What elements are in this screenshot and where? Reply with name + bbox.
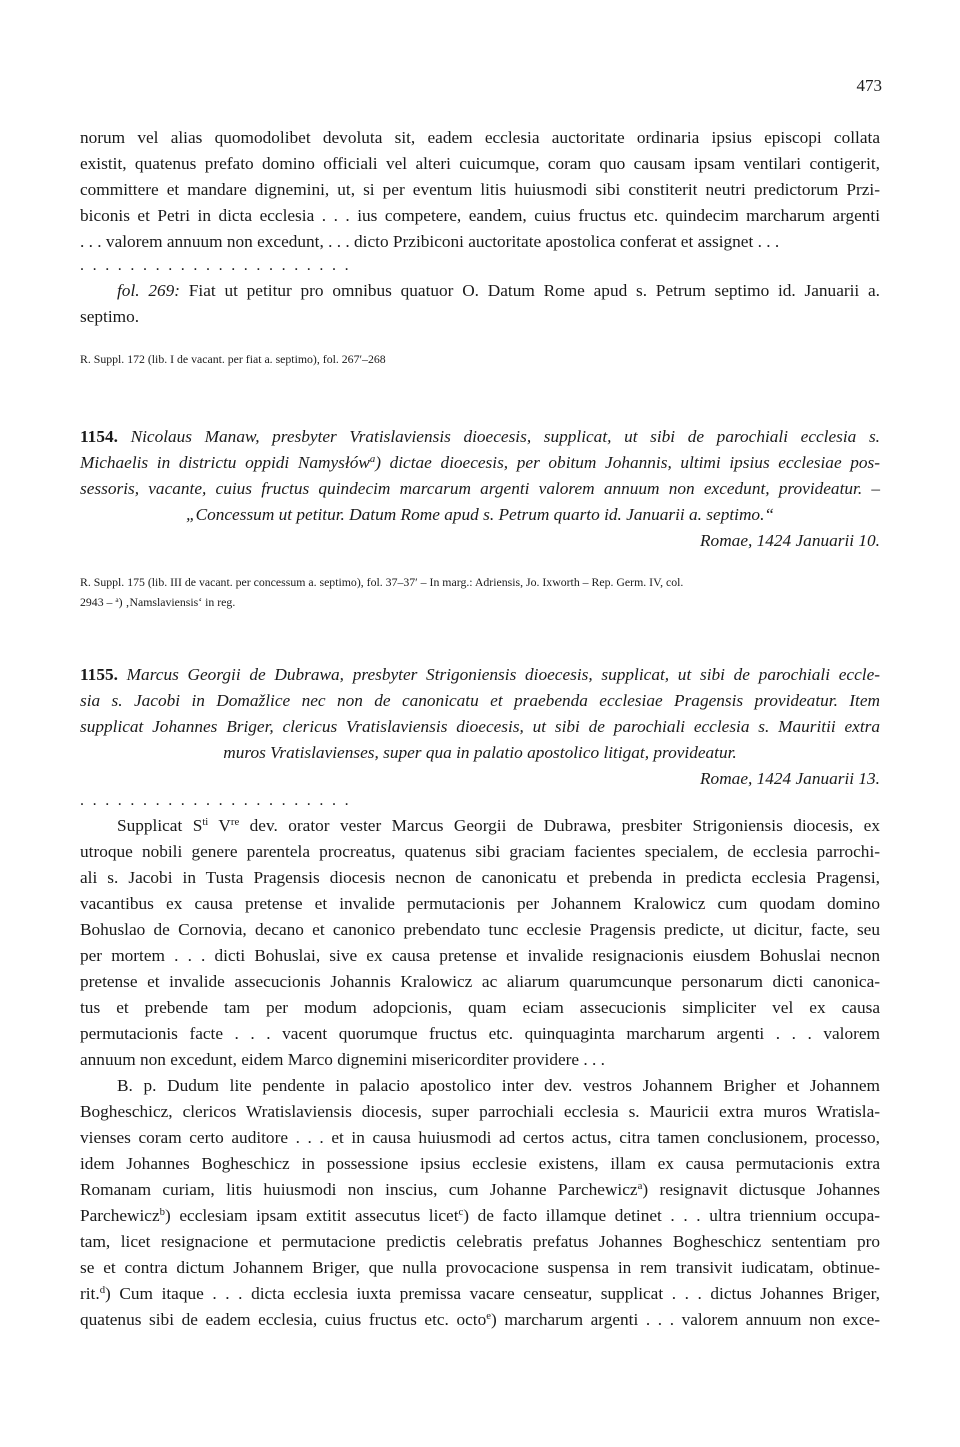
bp-line: Bogheschicz, clericos Wratislaviensis diocesis, super parrochiali ecclesia s. Mauricii extra muros Wratisla- [80,1102,880,1121]
entry-1155-regest: muros Vratislavienses, super qua in palatio apostolico litigat, provideatur. [223,743,737,762]
entry-1154-concessum: „Concessum ut petitur. Datum Rome apud s. Petrum quarto id. Januarii a. septimo.“ [185,505,775,524]
superscript: ti [202,816,209,829]
continuation-line: existit, quatenus prefato domino officiali vel alteri cuicumque, coram quo causam ipsam ventilari contigerit, [80,154,880,173]
regest-text: ) dictae dioecesis, per obitum Johannis, ultimi ipsius ecclesiae pos- [375,453,880,472]
note-text: 2943 – [80,595,116,609]
entry-1154-regest [80,450,880,478]
entry-1155-date: Romae, 1424 Januarii 13. [700,769,880,788]
regest-text: Marcus Georgii de Dubrawa, presbyter Strigoniensis dioecesis, supplicat, ut sibi de parochiali eccle- [117,665,880,684]
bp-line: tam, licet resignacione et permutacione predictis celebratis prefatus Johannes Bogheschicz sententiam pro [80,1232,880,1251]
supplicat-line: utroque nobili genere parentela procreatus, quatenus sibi graciam facientes specialem, de ecclesia parrochi- [80,842,880,861]
bp-line: vienses coram certo auditore . . . et in causa huiusmodi ad certos actus, citra tamen conclusionem, processo, [80,1128,880,1147]
supplicat-line: pretense et invalide assecucionis Johannis Kralowicz ac aliarum quarumcunque personarum dicti canonica- [80,972,880,991]
footnote-mark: b [159,1206,165,1219]
fiat-text: Fiat ut petitur pro omnibus quatuor O. Datum Rome apud s. Petrum septimo id. Januarii a. [180,281,880,300]
body-text: V [208,816,231,835]
continuation-line: biconis et Petri in dicta ecclesia . . . ius competere, eandem, cuius fructus etc. quindecim marcharum argenti [80,206,880,225]
continuation-line: committere et mandare dignemini, ut, si per eventum litis huiusmodi sibi constiterit neutri predictorum Przi- [80,180,880,199]
body-text: Romanam curiam, litis huiusmodi non inscius, cum Johanne Parchewicz [80,1180,638,1199]
supplicat-line: permutacionis facte . . . vacent quorumque fructus etc. quinquaginta marcharum argenti . . . valorem [80,1024,880,1043]
omission-dots: . . . . . . . . . . . . . . . . . . . . . . [80,257,351,274]
supplicat-line: ali s. Jacobi in Tusta Pragensis diocesis necnon de canonicatu et prebenda in predicta ecclesia Pragensi, [80,868,880,887]
body-text: ) marcharum argenti . . . valorem annuum non exce- [490,1310,880,1329]
supplicat-line: annuum non excedunt, eidem Marco dignemini misericorditer providere . . . [80,1050,606,1069]
regest-text: Michaelis in districtu oppidi Namysłów [80,453,370,472]
body-text: ) de facto illamque detinet . . . ultra triennium occupa- [463,1206,880,1225]
bp-line [80,1281,880,1309]
entry-1154-date: Romae, 1424 Januarii 10. [700,531,880,550]
footnote-mark: a [637,1180,643,1193]
body-text: ) Cum itaque . . . dicta ecclesia iuxta premissa vacare censeatur, supplicat . . . dictus Johannes Briger, [105,1284,880,1303]
entry-1155-regest [80,662,880,688]
page-number: 473 [856,76,882,95]
supplicat-line: per mortem . . . dicti Bohuslai, sive ex causa pretense et invalide resignacionis eiusdem Bohuslai necnon [80,946,880,965]
entry-1154-regest: sessoris, vacante, cuius fructus quindecim marcarum argenti valorem annuum non excedunt, provideatur. – [80,479,880,498]
entry-number: 1155. [80,665,118,684]
footnote-mark: e [486,1310,491,1323]
fiat-line-end: septimo. [80,307,140,326]
source-note: R. Suppl. 172 (lib. I de vacant. per fiat a. septimo), fol. 267′–268 [80,352,386,366]
entry-number: 1154. [80,427,118,446]
entry-1155-regest: sia s. Jacobi in Domažlice nec non de canonicatu et praebenda ecclesiae Pragensis provideatur. Item [80,691,880,710]
body-text: quatenus sibi de eadem ecclesia, cuius fructus etc. octo [80,1310,487,1329]
bp-line: idem Johannes Bogheschicz in possessione ipsius ecclesie existens, illam ex causa permutacionis extra [80,1154,880,1173]
body-text: ) ecclesiam ipsam extitit assecutus licet [165,1206,459,1225]
body-text: rit. [80,1284,100,1303]
source-note: R. Suppl. 175 (lib. III de vacant. per concessum a. septimo), fol. 37–37′ – In marg.: Adriensis, Jo. Ixworth – Rep. Germ. IV, col. [80,575,684,589]
note-text: ) ‚Namslaviensis‘ in reg. [118,595,236,609]
entry-1154-regest [80,424,880,450]
omission-dots: . . . . . . . . . . . . . . . . . . . . . . [80,792,351,809]
body-text: Parchewicz [80,1206,160,1225]
footnote-mark: a [115,594,119,604]
footnote-mark: a [369,453,376,466]
fiat-folio-ref: fol. 269: [117,281,181,300]
continuation-line: . . . valorem annuum non excedunt, . . . dicto Przibiconi auctoritate apostolica conferat et assignet . . . [80,232,780,251]
bp-line [80,1177,880,1205]
supplicat-line: vacantibus ex causa pretense et invalide permutacionis per Johannem Kralowicz cum quodam domino [80,894,880,913]
body-text: Supplicat S [117,816,203,835]
bp-line [80,1203,880,1231]
supplicat-line: tus et prebende tam per modum adopcionis, quam eciam assecucionis simpliciter vel ex causa [80,998,880,1017]
bp-line: se et contra dictum Johannem Briger, que nulla provocacione suspensa in rem transivit iudicatam, obtinue- [80,1258,880,1277]
body-text: dev. orator vester Marcus Georgii de Dubrawa, presbiter Strigoniensis diocesis, ex [239,816,880,835]
continuation-line: norum vel alias quomodolibet devoluta sit, eadem ecclesia auctoritate ordinaria ipsius episcopi collata [80,128,880,147]
regest-text: Nicolaus Manaw, presbyter Vratislaviensis dioecesis, supplicat, ut sibi de parochiali ecclesia s. [117,427,880,446]
fiat-line [117,278,880,304]
body-text: ) resignavit dictusque Johannes [642,1180,880,1199]
supplicat-line: Bohuslao de Cornovia, decano et canonico prebendato tunc ecclesie Pragensis predicte, ut dicitur, facte, seu [80,920,880,939]
supplicat-line [117,813,880,841]
superscript: re [230,816,240,829]
footnote-mark: c [458,1206,464,1219]
entry-1155-regest: supplicat Johannes Briger, clericus Vratislaviensis dioecesis, ut sibi de parochiali ecclesia s. Mauritii extra [80,717,880,736]
footnote-mark: d [99,1284,106,1297]
source-note [80,592,235,614]
bp-line [80,1307,880,1335]
bp-line: B. p. Dudum lite pendente in palacio apostolico inter dev. vestros Johannem Brigher et Johannem [117,1076,880,1095]
